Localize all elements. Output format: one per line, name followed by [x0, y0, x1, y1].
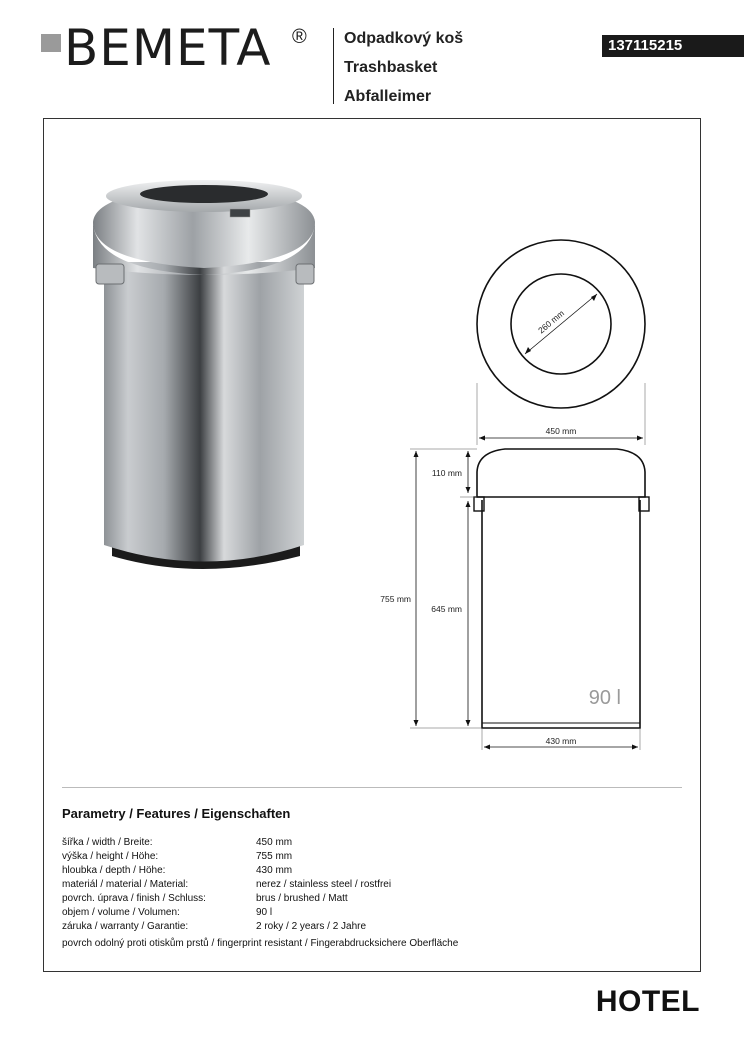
- brand-logo: BEMETA: [64, 19, 272, 77]
- body-height-label: 645 mm: [431, 604, 462, 614]
- spec-value: brus / brushed / Matt: [256, 893, 348, 904]
- spec-value: 450 mm: [256, 837, 293, 848]
- inner-diameter-label: 260 mm: [536, 307, 567, 336]
- spec-label: výška / height / Höhe:: [62, 851, 159, 862]
- width-label: 450 mm: [545, 426, 577, 436]
- base-width-label: 430 mm: [545, 736, 577, 746]
- section-divider: [62, 787, 682, 788]
- spec-value: 430 mm: [256, 865, 293, 876]
- spec-value: 2 roky / 2 years / 2 Jahre: [256, 921, 367, 932]
- product-code-badge: 137115215: [602, 35, 744, 57]
- volume-label: 90 l: [588, 687, 621, 709]
- title-cz: Odpadkový koš: [344, 30, 464, 47]
- registered-mark: ®: [292, 26, 307, 48]
- fingerprint-note: povrch odolný proti otiskům prstů / fingerprint resistant / Fingerabdrucksichere Oberfläche: [62, 938, 459, 949]
- spec-label: hloubka / depth / Höhe:: [62, 865, 166, 876]
- title-en: Trashbasket: [344, 59, 438, 76]
- spec-label: materiál / material / Material:: [62, 879, 189, 890]
- total-height-label: 755 mm: [380, 594, 411, 604]
- spec-label: záruka / warranty / Garantie:: [62, 921, 189, 932]
- spec-label: šířka / width / Breite:: [62, 837, 153, 848]
- top-view: [477, 240, 645, 408]
- spec-value: 755 mm: [256, 851, 293, 862]
- category-label: HOTEL: [595, 985, 700, 1018]
- title-de: Abfalleimer: [344, 88, 432, 105]
- product-photo: [93, 180, 315, 569]
- spec-value: 90 l: [256, 907, 273, 918]
- spec-label: objem / volume / Volumen:: [62, 907, 180, 918]
- spec-value: nerez / stainless steel / rostfrei: [256, 879, 392, 890]
- lid-height-label: 110 mm: [431, 468, 462, 478]
- specs-title: Parametry / Features / Eigenschaften: [62, 806, 291, 821]
- spec-label: povrch. úprava / finish / Schluss:: [62, 893, 206, 904]
